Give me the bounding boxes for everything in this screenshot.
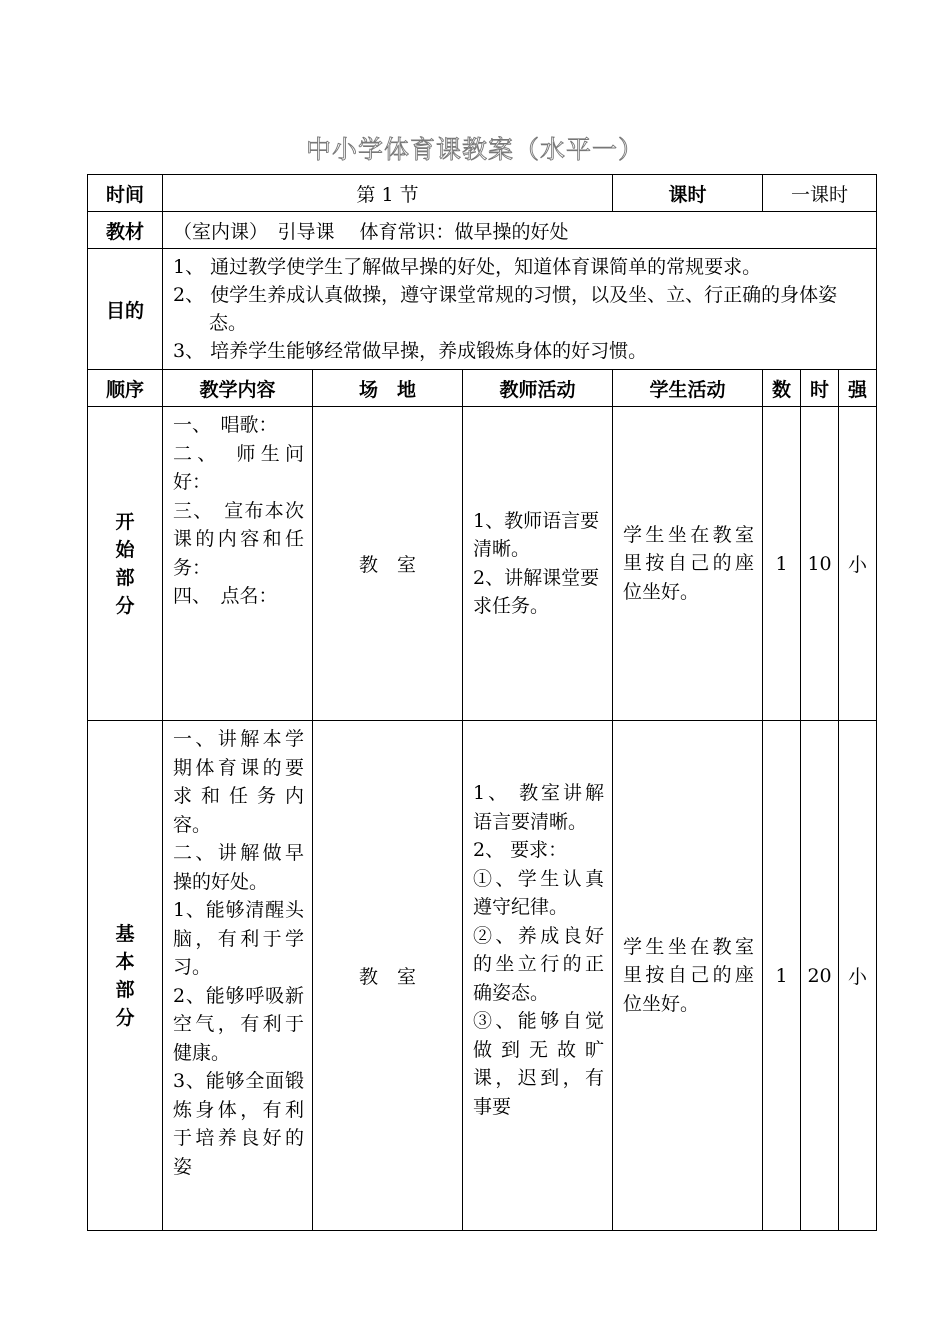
goal-item: 2、 使学生养成认真做操，遵守课堂常规的习惯，以及坐、立、行正确的身体姿态。 <box>173 284 838 334</box>
section-intensity: 小 <box>839 407 877 721</box>
section-teacher <box>463 407 613 721</box>
content-item: 二、讲解做早操的好处。 <box>173 842 304 893</box>
material-value: （室内课） 引导课 体育常识：做早操的好处 <box>163 212 877 249</box>
section-teacher <box>463 721 613 1231</box>
content-item: 四、 点名： <box>173 585 278 607</box>
page-title: 中小学体育课教案（水平一） <box>305 135 644 164</box>
section-venue: 教 室 <box>313 407 463 721</box>
content-item: 2、能够呼吸新空气，有利于健康。 <box>173 984 304 1064</box>
teacher-item: ①、学生认真遵守纪律。 <box>473 867 605 918</box>
col-header: 场 地 <box>313 370 463 407</box>
section-venue: 教 室 <box>313 721 463 1231</box>
teacher-item: 2、 要求： <box>473 839 568 861</box>
col-header: 数 <box>763 370 801 407</box>
content-item: 二、 师生问好： <box>173 442 304 493</box>
teacher-item: ③、能够自觉做到无故旷课，迟到，有事要 <box>473 1010 605 1118</box>
section-order: 开 始 部 分 <box>88 407 163 721</box>
section-content <box>163 407 313 721</box>
goal-items <box>163 249 877 370</box>
section-time: 10 <box>801 407 839 721</box>
content-item: 3、能够全面锻炼身体，有利于培养良好的姿 <box>173 1070 304 1178</box>
column-header-row <box>88 370 877 407</box>
time-value: 第 1 节 <box>163 175 613 212</box>
time-label: 时间 <box>88 175 163 212</box>
col-header: 教学内容 <box>163 370 313 407</box>
content-item: 一、讲解本学期体育课的要求和任务内容。 <box>173 728 304 836</box>
period-value: 一课时 <box>763 175 877 212</box>
goal-row <box>88 249 877 370</box>
goal-label: 目的 <box>88 249 163 370</box>
col-header: 时 <box>801 370 839 407</box>
lesson-plan-table <box>87 174 877 1231</box>
col-header: 强 <box>839 370 877 407</box>
goal-item: 3、 培养学生能够经常做早操，养成锻炼身体的好习惯。 <box>173 340 648 362</box>
section-time: 20 <box>801 721 839 1231</box>
col-header: 顺序 <box>88 370 163 407</box>
teacher-item: 1、 教室讲解语言要清晰。 <box>473 782 605 833</box>
teacher-item: ②、养成良好的坐立行的正确姿态。 <box>473 924 605 1004</box>
section-order: 基 本 部 分 <box>88 721 163 1231</box>
teacher-item: 1、教师语言要清晰。 <box>473 509 600 560</box>
material-row <box>88 212 877 249</box>
section-student: 学生坐在教室里按自己的座位坐好。 <box>613 721 763 1231</box>
section-content <box>163 721 313 1231</box>
content-item: 一、 唱歌： <box>173 414 278 436</box>
content-item: 1、能够清醒头脑，有利于学习。 <box>173 899 304 978</box>
material-label: 教材 <box>88 212 163 249</box>
content-item: 三、 宣布本次课的内容和任务： <box>173 499 304 579</box>
period-label: 课时 <box>613 175 763 212</box>
section-count: 1 <box>763 721 801 1231</box>
goal-item: 1、 通过教学使学生了解做早操的好处，知道体育课简单的常规要求。 <box>173 256 762 278</box>
section-intensity: 小 <box>839 721 877 1231</box>
col-header: 教师活动 <box>463 370 613 407</box>
col-header: 学生活动 <box>613 370 763 407</box>
teacher-item: 2、讲解课堂要求任务。 <box>473 566 600 617</box>
section-row-basic <box>88 721 877 1231</box>
section-row-opening <box>88 407 877 721</box>
section-student: 学生坐在教室里按自己的座位坐好。 <box>613 407 763 721</box>
section-count: 1 <box>763 407 801 721</box>
time-row <box>88 175 877 212</box>
